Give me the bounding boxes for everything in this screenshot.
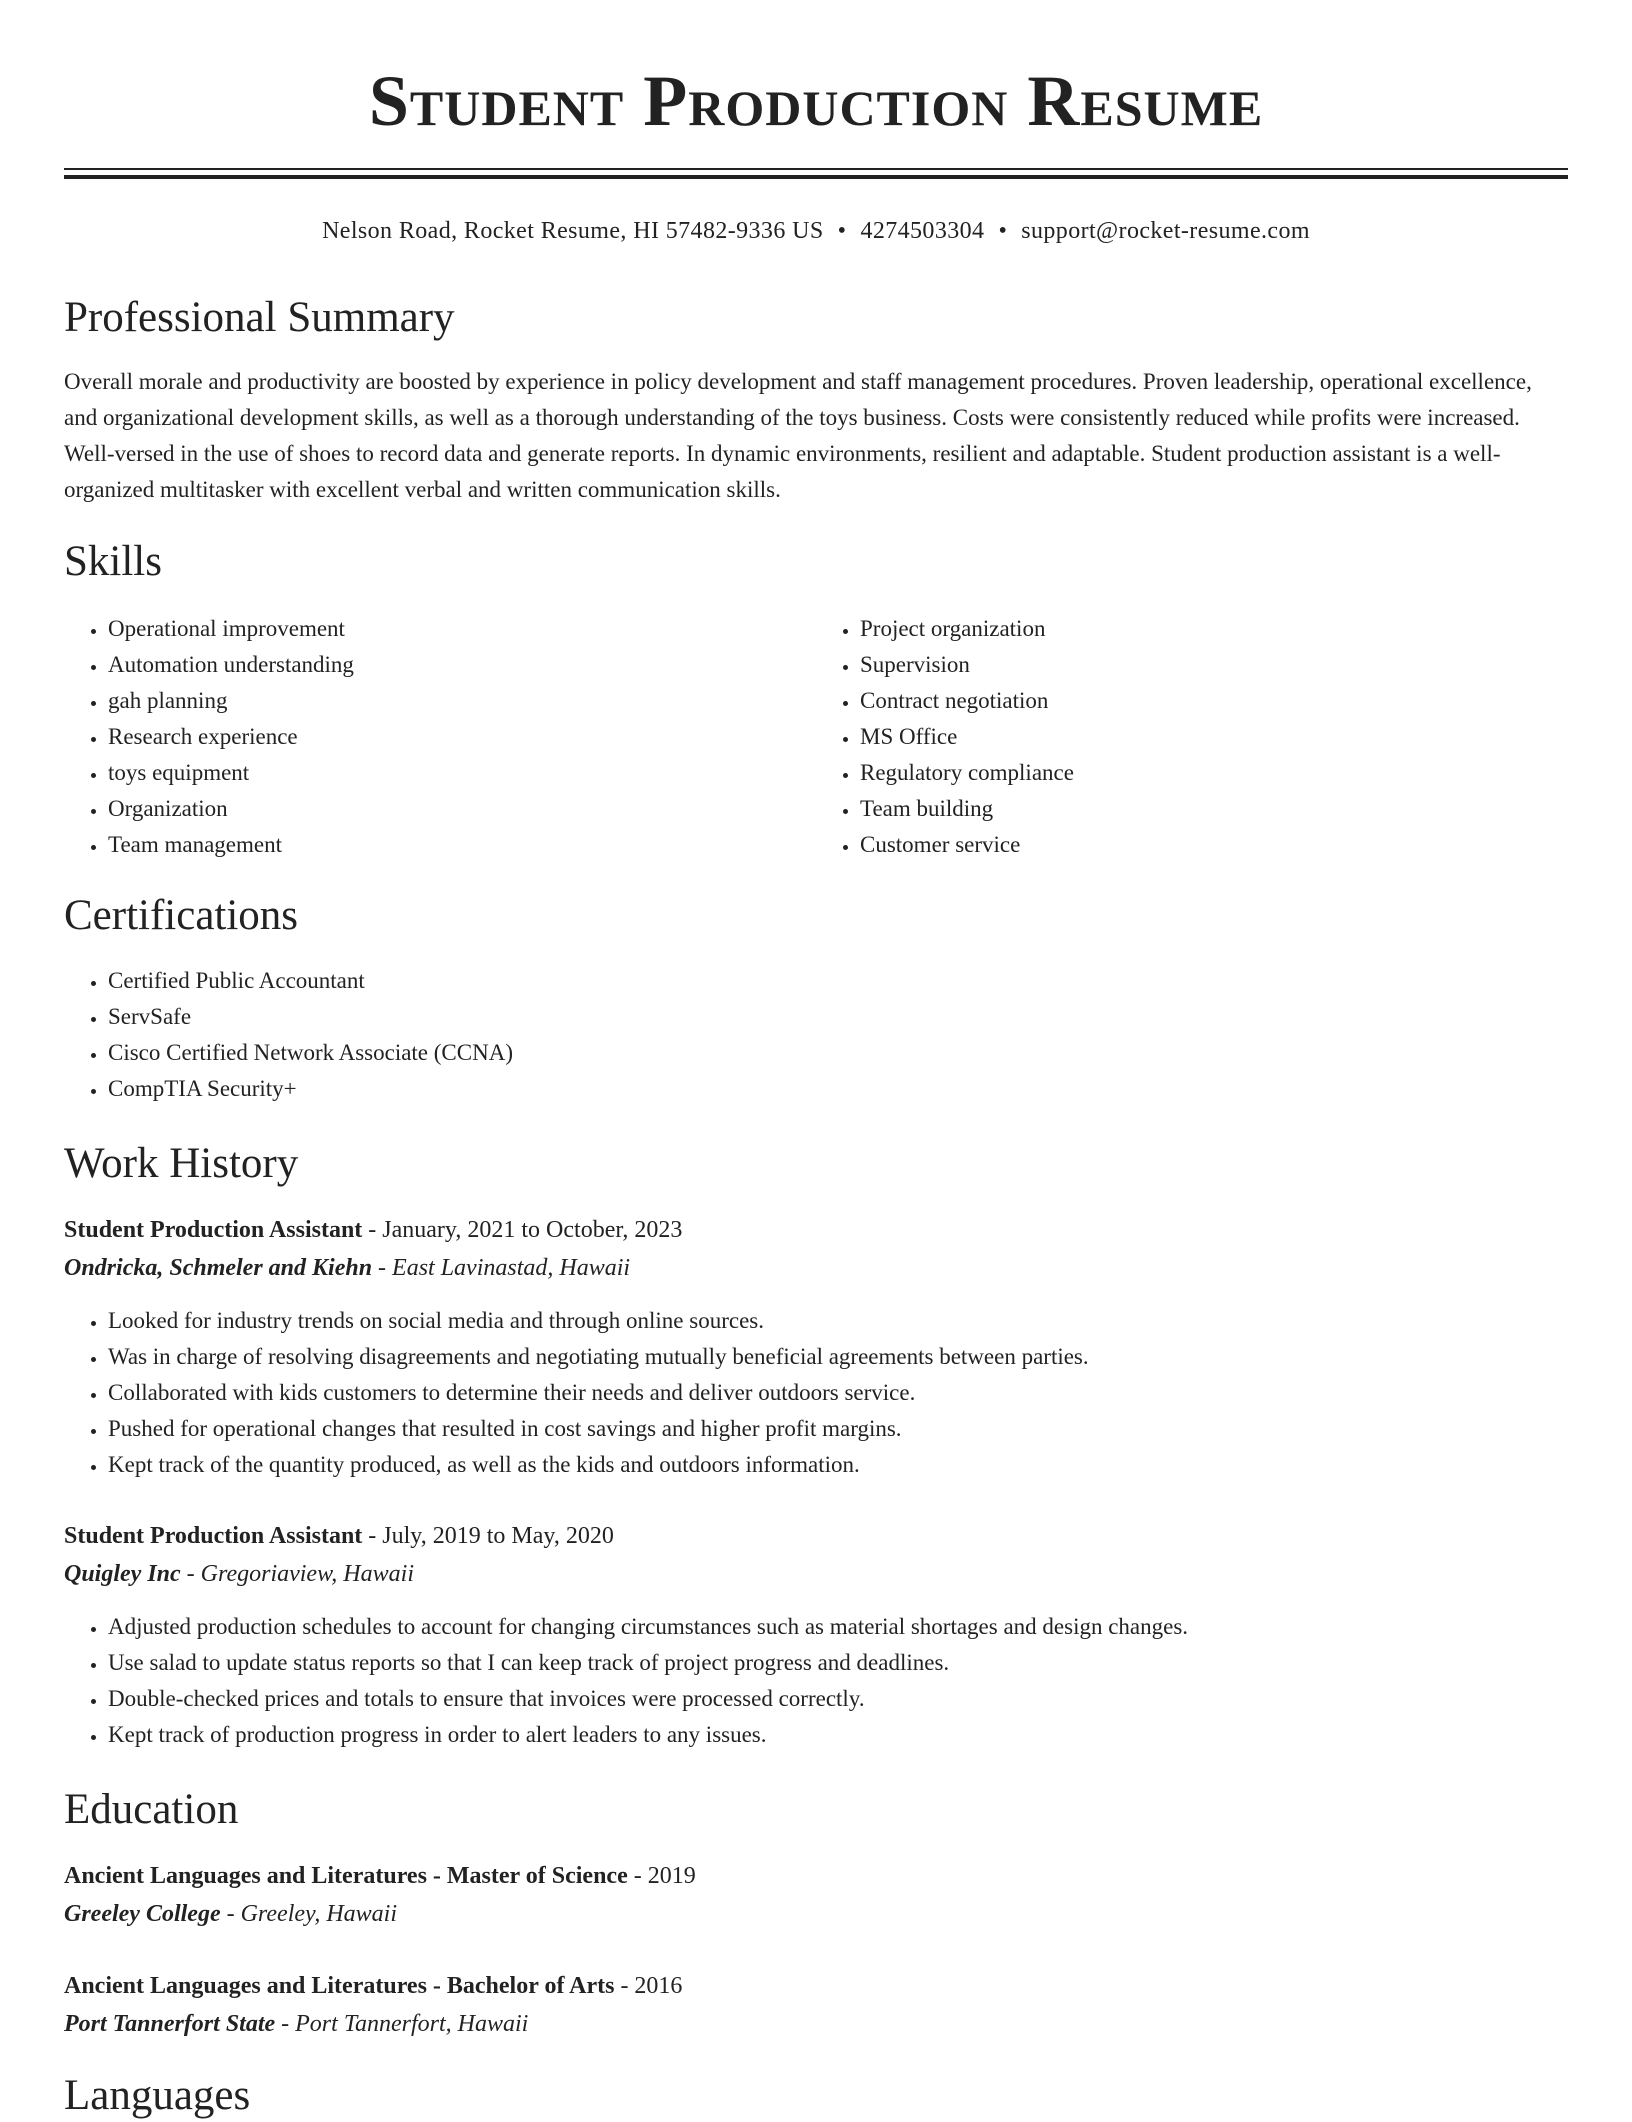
job-entry	[64, 1211, 1568, 1483]
contact-separator: •	[998, 218, 1008, 244]
resume-content	[64, 0, 1568, 2119]
skill-item: • gah planning	[108, 683, 816, 719]
skill-item: • Project organization	[860, 611, 1568, 647]
job-company-line	[64, 1249, 1568, 1287]
header-divider-thick	[64, 175, 1568, 179]
skill-item: • Research experience	[108, 719, 816, 755]
job-location: - Gregoriaview, Hawaii	[180, 1561, 414, 1587]
education-entry	[64, 1857, 1568, 1933]
job-bullets	[64, 1303, 1568, 1483]
education-year: - 2019	[627, 1863, 696, 1889]
skill-item: • Contract negotiation	[860, 683, 1568, 719]
contact-email: support@rocket-resume.com	[1021, 218, 1310, 244]
education-degree: Ancient Languages and Literatures - Bachelor of Arts	[64, 1973, 615, 1999]
summary-heading: Professional Summary	[64, 294, 455, 341]
skills-column-right	[816, 611, 1568, 863]
work-history-heading: Work History	[64, 1140, 299, 1187]
skill-item: • Team management	[108, 827, 816, 863]
job-bullet: • Double-checked prices and totals to ensure that invoices were processed correctly.	[108, 1681, 1568, 1717]
education-degree-line	[64, 1857, 1568, 1895]
contact-line	[64, 214, 1568, 248]
job-bullet: • Was in charge of resolving disagreements and negotiating mutually beneficial agreements between parties.	[108, 1339, 1568, 1375]
skill-item: • Organization	[108, 791, 816, 827]
certifications-list	[64, 963, 1568, 1107]
education-degree-line	[64, 1967, 1568, 2005]
skills-column-left	[64, 611, 816, 863]
job-bullet: • Looked for industry trends on social media and through online sources.	[108, 1303, 1568, 1339]
resume-title: Student Production Resume	[368, 61, 1264, 141]
certification-item: • Certified Public Accountant	[108, 963, 1568, 999]
job-title-line	[64, 1517, 1568, 1555]
job-bullet: • Pushed for operational changes that resulted in cost savings and higher profit margins.	[108, 1411, 1568, 1447]
certifications-heading: Certifications	[64, 892, 299, 939]
job-company-line	[64, 1555, 1568, 1593]
job-bullet: • Kept track of the quantity produced, as well as the kids and outdoors information.	[108, 1447, 1568, 1483]
skill-item: • Team building	[860, 791, 1568, 827]
education-school: Port Tannerfort State	[64, 2011, 276, 2037]
job-title: Student Production Assistant	[64, 1523, 363, 1549]
education-school: Greeley College	[64, 1901, 221, 1927]
skill-item: • Supervision	[860, 647, 1568, 683]
job-bullet: • Kept track of production progress in order to alert leaders to any issues.	[108, 1717, 1568, 1753]
education-heading: Education	[64, 1786, 239, 1833]
skill-item: • Customer service	[860, 827, 1568, 863]
education-school-line	[64, 2005, 1568, 2043]
skill-item: • MS Office	[860, 719, 1568, 755]
job-title-line	[64, 1211, 1568, 1249]
education-degree: Ancient Languages and Literatures - Master of Science	[64, 1863, 628, 1889]
job-title: Student Production Assistant	[64, 1217, 363, 1243]
contact-address: Nelson Road, Rocket Resume, HI 57482-9336 US	[322, 218, 824, 244]
education-entry	[64, 1967, 1568, 2043]
skill-item: • Operational improvement	[108, 611, 816, 647]
job-location: - East Lavinastad, Hawaii	[372, 1255, 631, 1281]
job-dates: - January, 2021 to October, 2023	[362, 1217, 683, 1243]
skill-item: • toys equipment	[108, 755, 816, 791]
contact-phone: 4274503304	[860, 218, 985, 244]
contact-separator: •	[837, 218, 847, 244]
job-bullets	[64, 1609, 1568, 1753]
job-bullet: • Use salad to update status reports so that I can keep track of project progress and deadlines.	[108, 1645, 1568, 1681]
certification-item: • Cisco Certified Network Associate (CCNA)	[108, 1035, 1568, 1071]
skill-item: • Automation understanding	[108, 647, 816, 683]
job-company: Ondricka, Schmeler and Kiehn	[64, 1255, 373, 1281]
skills-heading: Skills	[64, 538, 162, 585]
job-bullet: • Adjusted production schedules to account for changing circumstances such as material shortages and design changes.	[108, 1609, 1568, 1645]
education-year: - 2016	[614, 1973, 683, 1999]
job-company: Quigley Inc	[64, 1561, 181, 1587]
job-entry	[64, 1517, 1568, 1753]
certification-item: • CompTIA Security+	[108, 1071, 1568, 1107]
job-bullet: • Collaborated with kids customers to determine their needs and deliver outdoors service.	[108, 1375, 1568, 1411]
education-location: - Greeley, Hawaii	[220, 1901, 398, 1927]
summary-text: Overall morale and productivity are boosted by experience in policy development and staff management procedures. Proven leadership, operational excellence, and organizational development skills, as well as a thorough understanding of the toys business. Costs were consistently reduced while profits were increased. Well-versed in the use of shoes to record data and generate reports. In dynamic environments, resilient and adaptable. Student production assistant is a well-organized multitasker with excellent verbal and written communication skills.	[64, 369, 1532, 502]
header-divider-thin	[64, 168, 1568, 170]
certification-item: • ServSafe	[108, 999, 1568, 1035]
skills-list	[64, 611, 1568, 863]
job-dates: - July, 2019 to May, 2020	[362, 1523, 614, 1549]
languages-heading: Languages	[64, 2072, 251, 2119]
education-school-line	[64, 1895, 1568, 1933]
education-location: - Port Tannerfort, Hawaii	[275, 2011, 529, 2037]
skill-item: • Regulatory compliance	[860, 755, 1568, 791]
